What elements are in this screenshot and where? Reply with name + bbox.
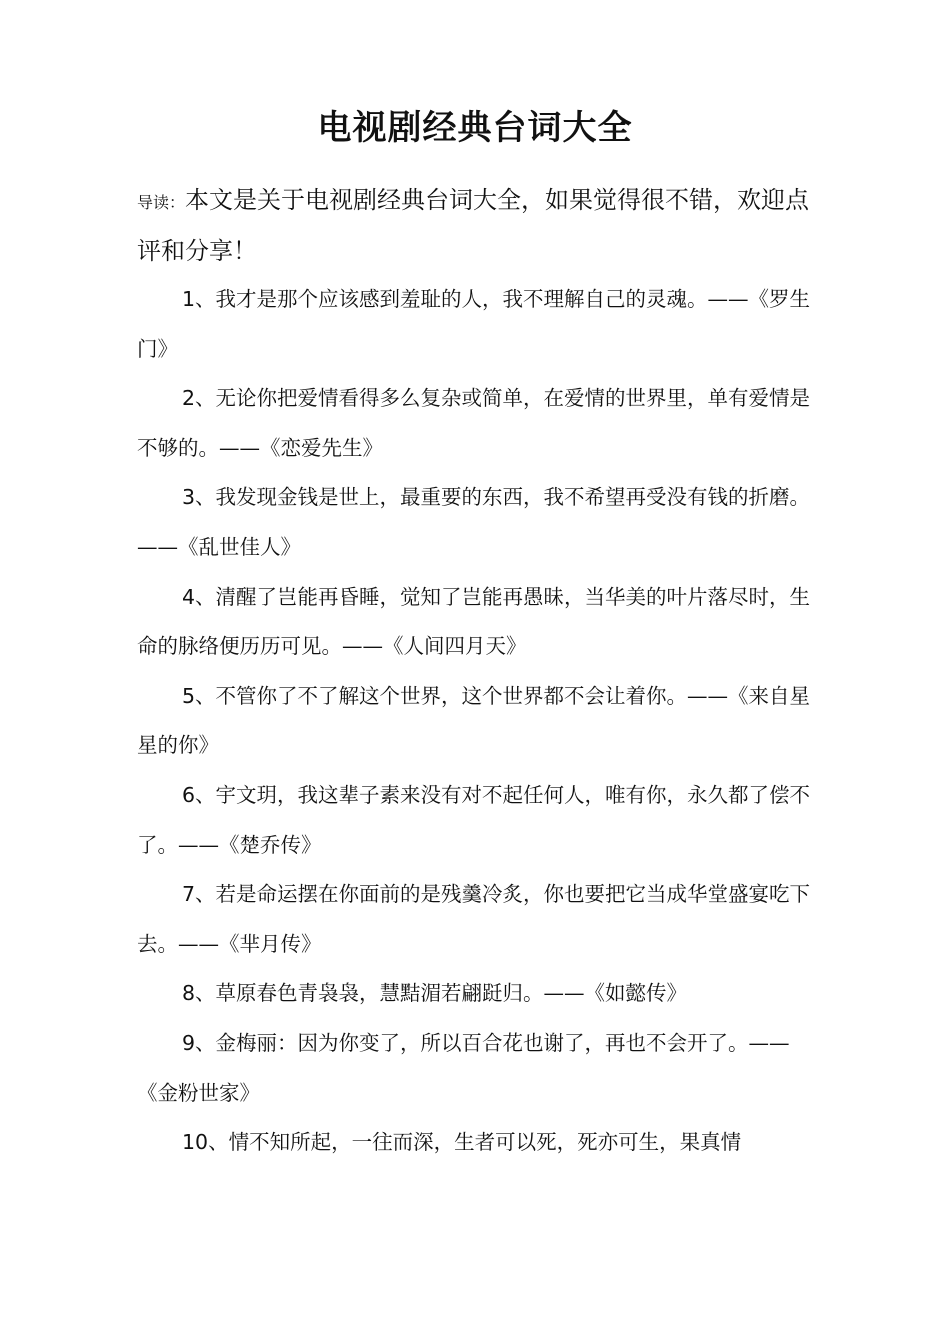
document-title: 电视剧经典台词大全 — [317, 108, 633, 148]
quote-number: 8 — [182, 981, 196, 1006]
quote-list — [137, 275, 827, 1168]
quote-text: 、无论你把爱情看得多么复杂或简单，在爱情的世界里，单有爱情是不够的。——《恋爱先生》 — [137, 386, 811, 460]
quote-number: 10 — [182, 1130, 209, 1155]
quote-number: 2 — [182, 386, 196, 411]
quote-text: 、我才是那个应该感到羞耻的人，我不理解自己的灵魂。——《罗生门》 — [137, 287, 811, 361]
quote-text: 、草原春色青袅袅，慧黠湄若翩跹归。——《如懿传》 — [195, 981, 688, 1006]
quote-item — [137, 771, 827, 870]
quote-item — [137, 473, 827, 572]
quote-number: 5 — [182, 683, 196, 708]
intro-paragraph — [137, 176, 827, 275]
quote-item — [137, 374, 827, 473]
quote-item — [137, 969, 827, 1019]
quote-number: 6 — [182, 782, 196, 807]
quote-number: 7 — [182, 882, 196, 907]
quote-item — [137, 275, 827, 374]
quote-number: 4 — [182, 584, 196, 609]
intro-text: 本文是关于电视剧经典台词大全，如果觉得很不错，欢迎点评和分享！ — [137, 186, 810, 265]
quote-number: 9 — [182, 1030, 196, 1055]
quote-text: 、若是命运摆在你面前的是残羹冷炙，你也要把它当成华堂盛宴吃下去。——《芈月传》 — [137, 882, 811, 956]
quote-text: 、金梅丽：因为你变了，所以百合花也谢了，再也不会开了。——《金粉世家》 — [137, 1030, 790, 1105]
quote-item — [137, 870, 827, 969]
quote-number: 1 — [182, 287, 196, 311]
quote-number: 3 — [182, 485, 196, 510]
quote-text: 、不管你了不了解这个世界，这个世界都不会让着你。——《来自星星的你》 — [137, 683, 811, 758]
quote-text: 、我发现金钱是世上，最重要的东西，我不希望再受没有钱的折磨。——《乱世佳人》 — [137, 485, 811, 559]
quote-text: 、清醒了岂能再昏睡，觉知了岂能再愚昧，当华美的叶片落尽时，生命的脉络便历历可见。——《人间四月天》 — [137, 584, 811, 659]
quote-item — [137, 672, 827, 771]
quote-item — [137, 1019, 827, 1118]
intro-label: 导读： — [137, 193, 186, 212]
quote-item — [137, 573, 827, 672]
quote-item — [137, 1118, 827, 1168]
quote-text: 、情不知所起，一往而深，生者可以死，死亦可生，果真情 — [208, 1130, 742, 1155]
quote-text: 、宇文玥，我这辈子素来没有对不起任何人，唯有你，永久都了偿不了。——《楚乔传》 — [137, 782, 811, 857]
